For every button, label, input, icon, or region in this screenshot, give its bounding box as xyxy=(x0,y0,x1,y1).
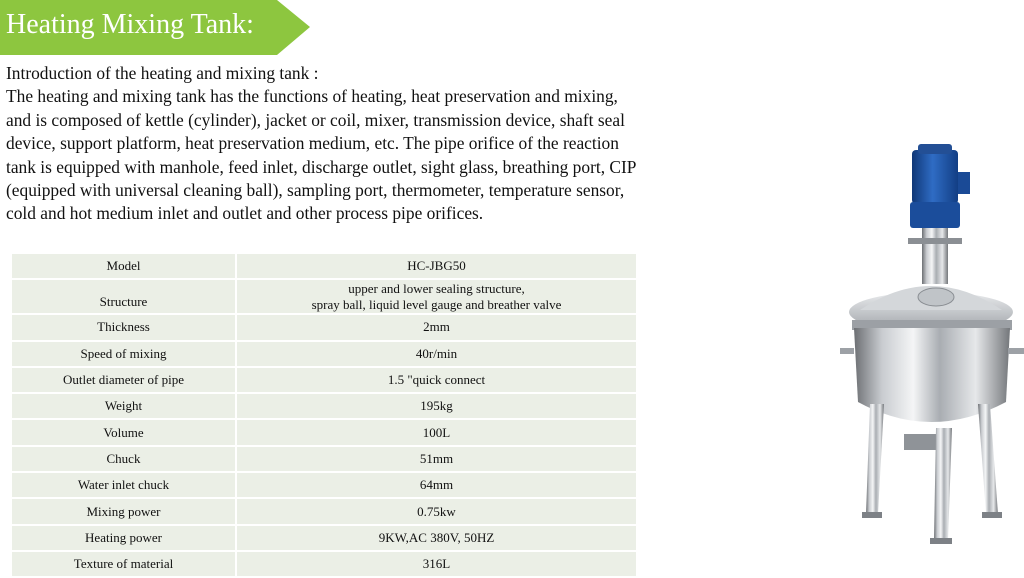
spec-label: Mixing power xyxy=(11,498,236,524)
spec-label: Heating power xyxy=(11,525,236,551)
spec-value: 40r/min xyxy=(236,341,637,367)
slide-title: Heating Mixing Tank: xyxy=(6,9,254,40)
spec-label: Model xyxy=(11,253,236,279)
spec-table xyxy=(10,252,638,578)
spec-value: 2mm xyxy=(236,314,637,340)
intro-heading: Introduction of the heating and mixing tank : xyxy=(6,63,319,83)
table-row xyxy=(11,551,637,577)
spec-label: Volume xyxy=(11,419,236,445)
spec-value: 100L xyxy=(236,419,637,445)
spec-label: Structure xyxy=(11,279,236,314)
spec-label: Speed of mixing xyxy=(11,341,236,367)
spec-label: Water inlet chuck xyxy=(11,472,236,498)
spec-value: HC-JBG50 xyxy=(236,253,637,279)
table-row xyxy=(11,446,637,472)
spec-value: 0.75kw xyxy=(236,498,637,524)
table-row xyxy=(11,367,637,393)
spec-value xyxy=(236,279,637,314)
table-row xyxy=(11,393,637,419)
mixing-tank-image xyxy=(838,142,1024,574)
spec-label: Weight xyxy=(11,393,236,419)
spec-label: Texture of material xyxy=(11,551,236,577)
spec-value: 1.5 "quick connect xyxy=(236,367,637,393)
spec-value: 9KW,AC 380V, 50HZ xyxy=(236,525,637,551)
spec-value-line: spray ball, liquid level gauge and breather valve xyxy=(311,296,562,312)
table-row xyxy=(11,341,637,367)
table-row xyxy=(11,498,637,524)
spec-label: Outlet diameter of pipe xyxy=(11,367,236,393)
spec-label: Chuck xyxy=(11,446,236,472)
spec-label: Thickness xyxy=(11,314,236,340)
table-row xyxy=(11,419,637,445)
table-row xyxy=(11,314,637,340)
table-row xyxy=(11,525,637,551)
spec-value: 64mm xyxy=(236,472,637,498)
table-row xyxy=(11,279,637,314)
spec-value: 195kg xyxy=(236,393,637,419)
table-row xyxy=(11,253,637,279)
table-row xyxy=(11,472,637,498)
spec-value: 316L xyxy=(236,551,637,577)
intro-body: The heating and mixing tank has the functions of heating, heat preservation and mixing, and is composed of kettle (cylinder), jacket or coil, mixer, transmission device, shaft seal device, support platform, heat preservation medium, etc. The pipe orifice of the reaction tank is equipped with manhole, feed inlet, discharge outlet, sight glass, breathing port, CIP (equipped with universal cleaning ball), sampling port, thermometer, temperature sensor, cold and hot medium inlet and outlet and other process pipe orifices. xyxy=(6,86,636,224)
intro-text xyxy=(6,62,646,226)
spec-value-line: upper and lower sealing structure, xyxy=(348,280,525,296)
spec-value: 51mm xyxy=(236,446,637,472)
